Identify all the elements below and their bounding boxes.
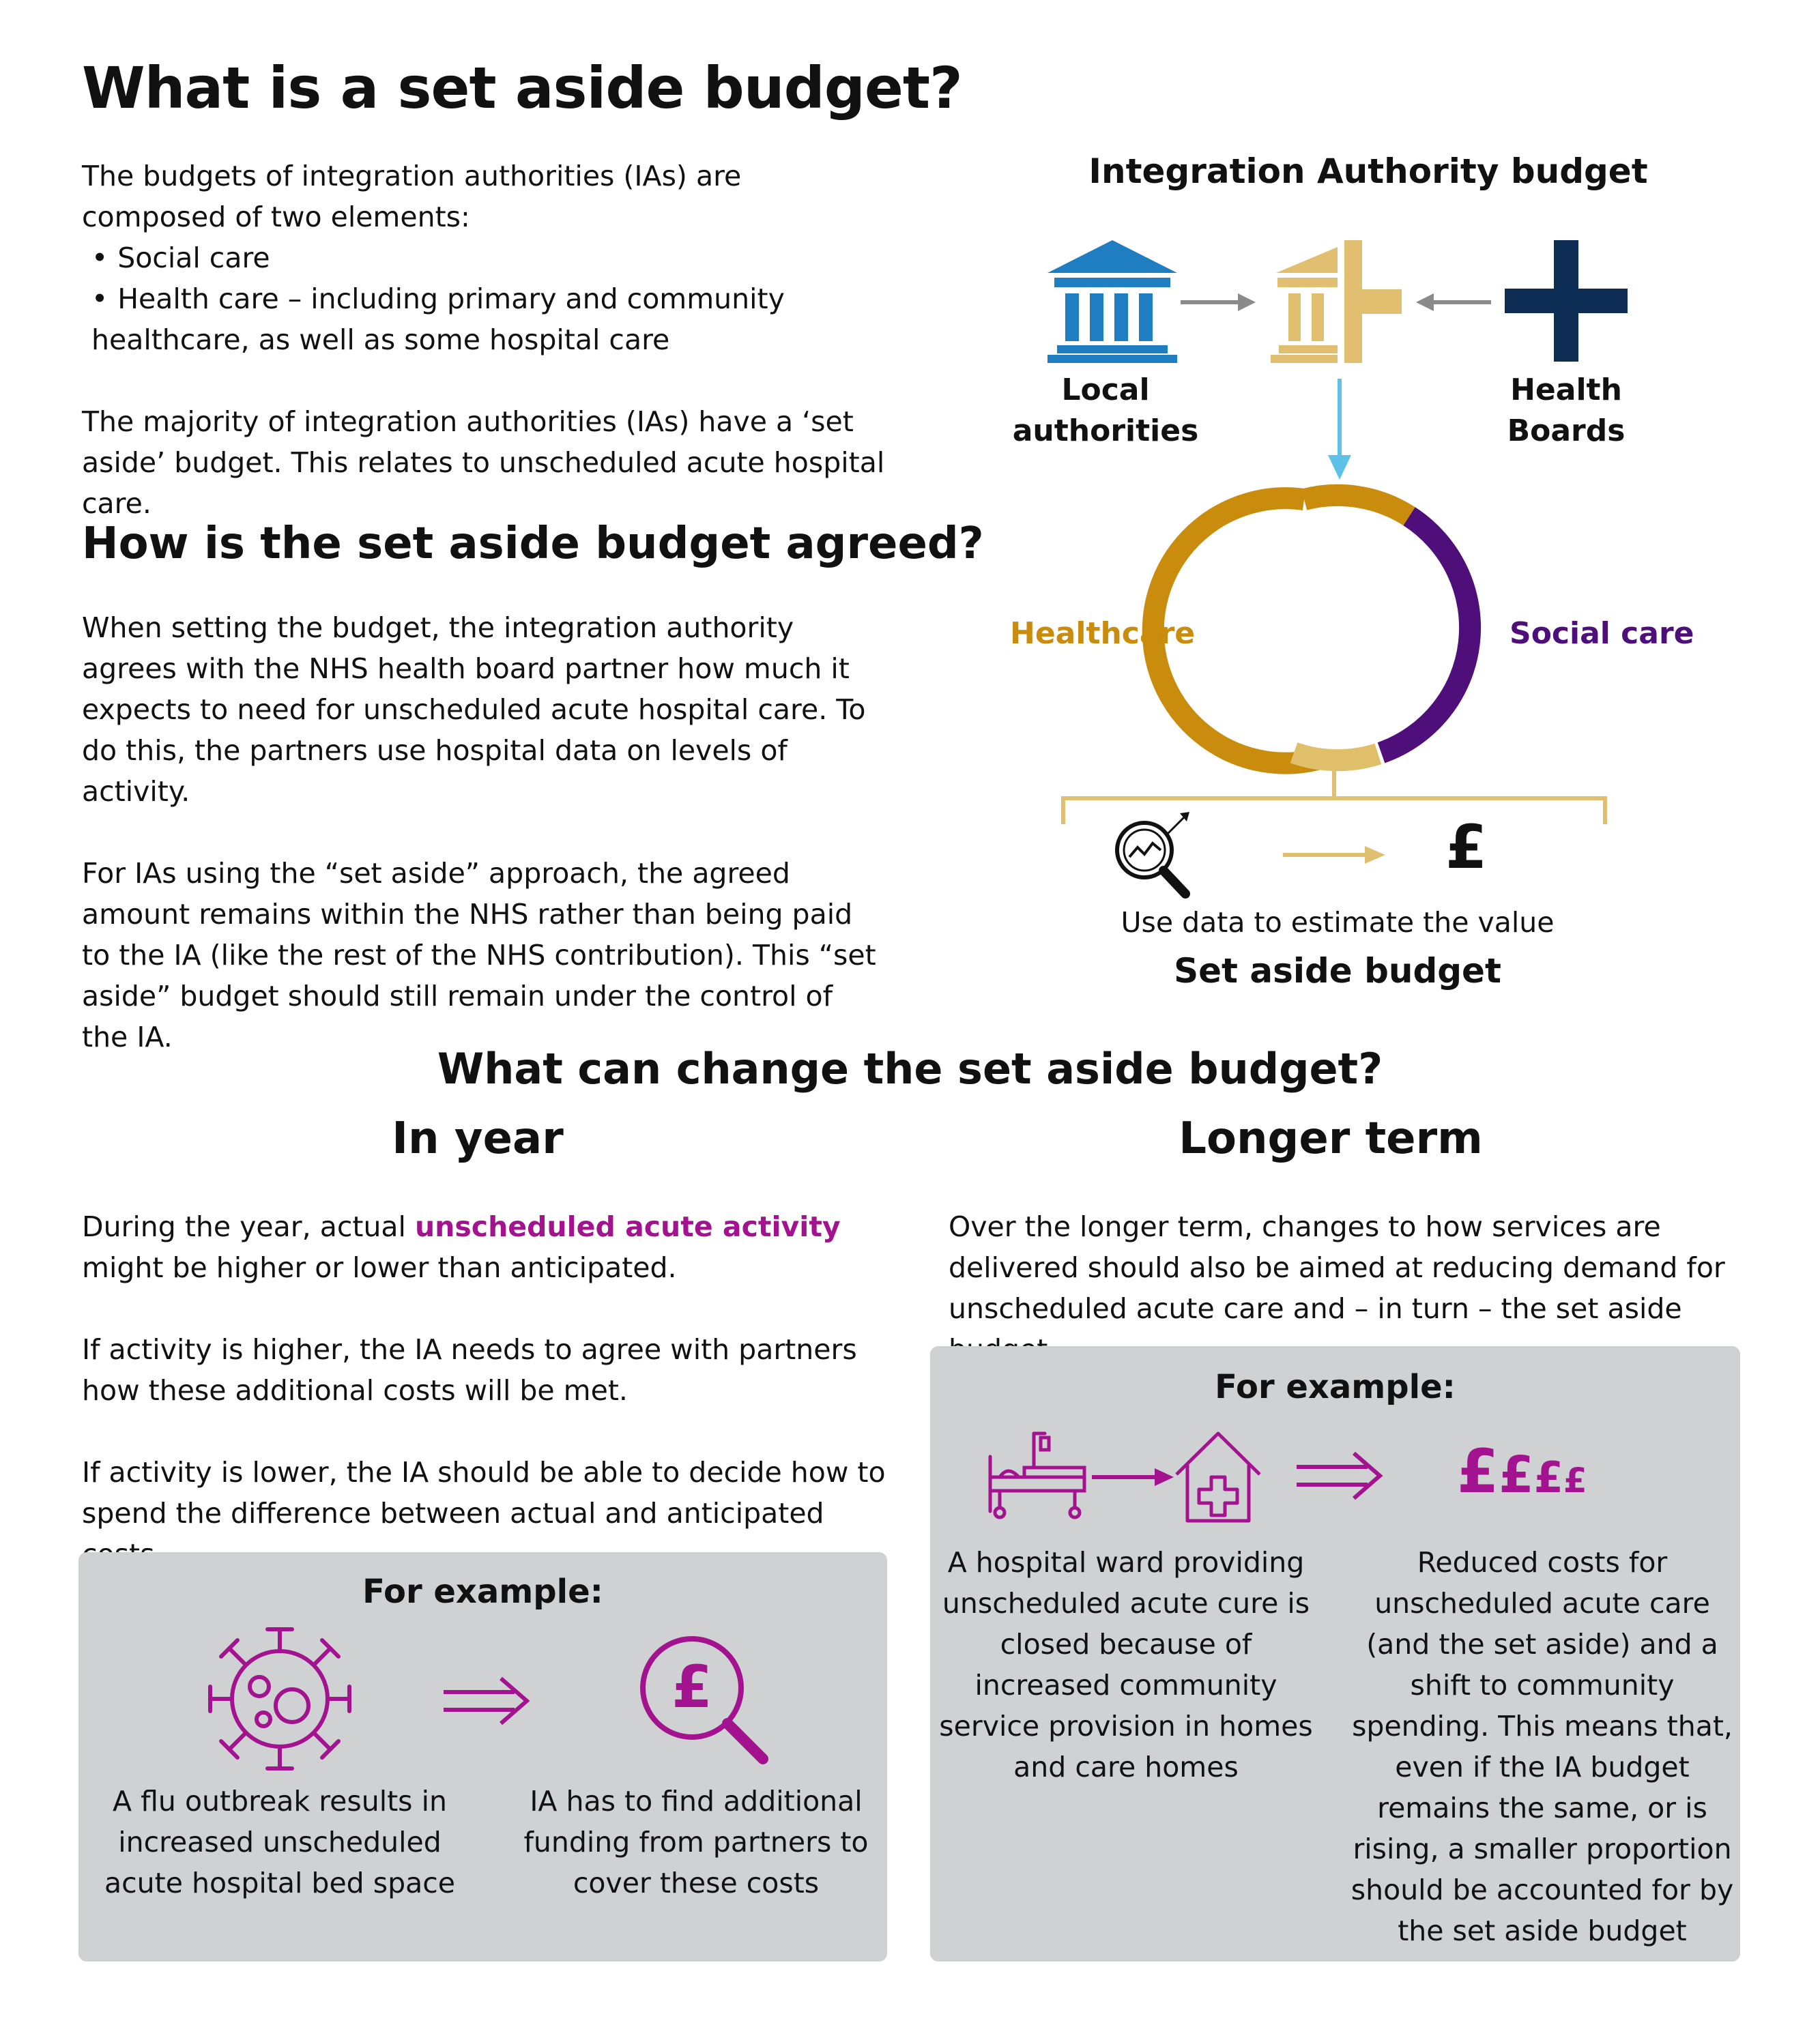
intro-line: The budgets of integration authorities (IAs) are composed of two elements: [82,160,742,233]
decreasing-pounds-icon: ££££ [1457,1436,1587,1506]
set-aside-label: Set aside budget [1174,951,1501,991]
healthcare-label: Healthcare [1010,616,1196,651]
page-title: What is a set aside budget? [82,55,962,121]
in-year-para-3: If activity is lower, the IA should be able to decide how to spend the difference between actual and anticipated [82,1456,886,1530]
home-care-icon [1174,1429,1262,1525]
donut-segment-healthcare-top [1304,495,1409,516]
health-cross-icon [1505,240,1628,362]
ia-combined-icon [1269,240,1402,363]
agreed-para-2: For IAs using the “set aside” approach, the agreed amount remains within the NHS rather than being paid to the IA (like the rest of the NHS contribution). This “set aside” budget should still remain under the control of the IA. [82,857,876,1053]
longer-term-text [949,1206,1754,1370]
bullet-social-care: • Social care [82,237,887,278]
implies-arrow-longer-icon [1297,1452,1385,1500]
ward-closed-caption: A hospital ward providing unscheduled acute cure is closed because of increased community service provision in homes and care homes [939,1546,1313,1783]
building-icon [1048,240,1177,363]
local-authorities-label: Local authorities [1012,373,1199,448]
agreed-text [82,607,887,1058]
donut-segment-social-care [1381,516,1470,753]
agreed-para-1: When setting the budget, the integration authority agrees with the NHS health board partner how much it expects to need for unscheduled acute hospital care. To do this, the partners use hospital data on levels of activity. [82,611,866,808]
virus-icon [205,1624,355,1774]
social-care-label: Social care [1510,616,1694,651]
longer-term-example-title: For example: [1215,1368,1456,1406]
data-caption: Use data to estimate the value [1121,906,1555,939]
arrow-right-purple-icon [1092,1467,1174,1487]
change-heading: What can change the set aside budget? [437,1044,1383,1094]
in-year-para-2: If activity is higher, the IA needs to agree with partners how these additional costs will be met. [82,1333,857,1407]
funding-caption: IA has to find additional funding from partners to cover these costs [523,1785,869,1899]
agreed-heading: How is the set aside budget agreed? [82,519,984,569]
data-analysis-icon [1109,811,1198,899]
health-boards-label: Health Boards [1507,373,1626,448]
reduced-costs-caption: Reduced costs for unscheduled acute care (and the set aside) and a shift to community spending. This means that, even if the IA budget remains the same, or is rising, a smaller proportion should be accounted for by the set aside budget [1350,1546,1734,1947]
arrow-down-icon [1323,379,1357,481]
arrow-left-icon [1416,292,1491,312]
arrow-right-icon [1181,292,1256,312]
pound-symbol: £ [1445,812,1488,882]
longer-term-para-1: Over the longer term, changes to how services are delivered should also be aimed at reducing demand for unscheduled acute care and – in turn – the set aside [949,1210,1725,1325]
hospital-bed-icon [986,1429,1088,1521]
in-year-example-title: For example: [362,1573,603,1611]
flu-caption: A flu outbreak results in increased unscheduled acute hospital bed space [104,1785,456,1899]
highlight-unscheduled-activity: unscheduled acute activity [414,1210,841,1243]
donut-segment-set-aside [1294,753,1378,760]
intro-text [82,156,887,524]
longer-term-heading: Longer term [1179,1113,1483,1164]
budget-donut-chart [1201,491,1474,778]
in-year-text [82,1206,887,1575]
in-year-heading: In year [392,1113,564,1164]
search-pound-icon [635,1631,771,1767]
arrow-right-gold-icon [1283,845,1385,865]
svg-text:£: £ [671,1653,712,1721]
intro-para-2: The majority of integration authorities (IAs) have a ‘set aside’ budget. This relates to unscheduled acute hospital care. [82,405,885,520]
in-year-para-1: During the year, actual unscheduled acute activity might be higher or lower than anticipated. [82,1210,841,1284]
implies-arrow-icon [444,1677,532,1725]
bullet-health-care: • Health care – including primary and community healthcare, as well as some hospital care [82,278,887,360]
diagram-title: Integration Authority budget [1088,151,1648,191]
